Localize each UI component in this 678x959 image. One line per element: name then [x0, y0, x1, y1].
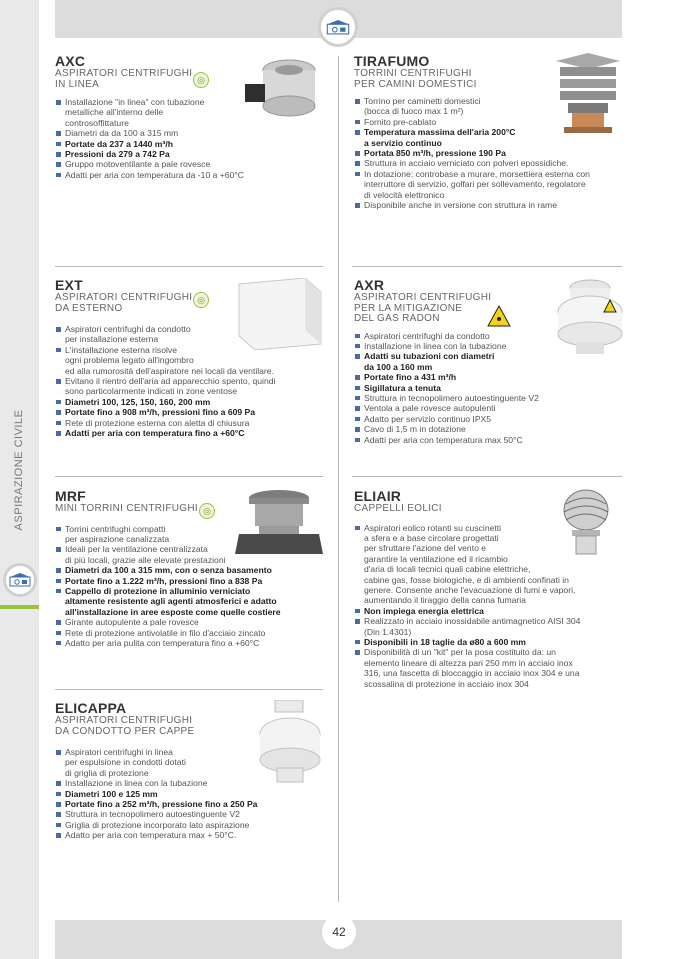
- bullet-continuation: ed alla rumorosità dell'aspiratore nei locali da ventilare.: [65, 365, 274, 376]
- bullet-item: Ventola a pale rovesce autopulenti: [354, 403, 624, 413]
- elicappa-fan-image: [255, 700, 325, 784]
- product-subtitle: DEL GAS RADON: [354, 313, 440, 324]
- bullet-continuation: sono particolarmente indicati in zone ventose: [65, 386, 237, 397]
- eco-leaf-icon: ◎: [193, 72, 209, 88]
- product-name: ELIAIR: [354, 488, 402, 504]
- bullet-continuation: di velocità elettronico: [364, 189, 445, 200]
- bullet-item: Installazione "in linea" con tubazione: [55, 97, 335, 107]
- axr-fan-image: [556, 276, 624, 358]
- bullet-continuation: metalliche all'interno delle: [65, 107, 164, 118]
- bullet-item: In dotazione: controbase a murare, morsettiera esterna con: [354, 169, 624, 179]
- bullet-continuation: di più locali, grazie alle elevate prestazioni: [65, 554, 226, 565]
- bullet-item: Struttura in tecnopolimero autoestinguente V2: [354, 393, 624, 403]
- section-divider: [55, 266, 323, 267]
- bullet-item: Diametri 100 e 125 mm: [55, 789, 335, 799]
- section-divider: [352, 476, 622, 477]
- bullet-item: Aspiratori centrifughi in linea: [55, 747, 335, 757]
- product-subtitle: ASPIRATORI CENTRIFUGHI: [55, 715, 193, 726]
- bullet-continuation: da 100 a 160 mm: [364, 361, 433, 372]
- section-divider: [352, 266, 622, 267]
- bullet-continuation: d'aria di locali tecnici quali cabine elettriche,: [364, 564, 531, 575]
- house-fan-icon: [3, 563, 37, 597]
- column-divider: [338, 56, 339, 902]
- eliair-turbine-image: [556, 488, 616, 560]
- section-divider: [55, 689, 323, 690]
- bullet-item: Torrino per caminetti domestici: [354, 96, 624, 106]
- bullet-continuation: ogni problema legato all'ingombro: [65, 355, 194, 366]
- bullet-item: L'installazione esterna risolve: [55, 345, 335, 355]
- bullet-item: Adatti su tubazioni con diametri: [354, 351, 624, 361]
- product-subtitle: DA CONDOTTO PER CAPPE: [55, 725, 195, 737]
- bullet-item: Torrini centrifughi compatti: [55, 524, 345, 534]
- bullet-continuation: all'installazione in aree esposte come quelle costiere: [65, 606, 281, 617]
- bullet-continuation: per sfruttare l'azione del vento e: [364, 543, 487, 554]
- bullet-item: Installazione in linea con la tubazione: [354, 341, 624, 351]
- bullet-item: Realizzato in acciaio inossidabile antimagnetico AISI 304: [354, 616, 626, 626]
- bullet-item: Girante autopulente a pale rovesce: [55, 617, 345, 627]
- bullet-item: Ideali per la ventilazione centralizzata: [55, 544, 345, 554]
- bullet-item: Disponibile anche in versione con struttura in rame: [354, 200, 624, 210]
- bullet-continuation: controsoffittature: [65, 117, 129, 128]
- mrf-roof-fan-image: [235, 488, 323, 558]
- bullet-continuation: cabine gas, fosse biologiche, e di ambienti confinati in: [364, 574, 569, 585]
- bullet-item: Aspiratori eolico rotanti su cuscinetti: [354, 523, 626, 533]
- bullet-continuation: per espulsione in condotti dotati: [65, 757, 186, 768]
- product-name: ELICAPPA: [55, 700, 127, 716]
- product-subtitle: ASPIRATORI CENTRIFUGHI: [55, 68, 193, 79]
- bullet-continuation: per aspirazione canalizzata: [65, 533, 170, 544]
- product-subtitle: ASPIRATORI CENTRIFUGHI: [55, 292, 193, 303]
- product-subtitle: DA ESTERNO: [55, 302, 123, 314]
- product-name: EXT: [55, 277, 83, 293]
- house-fan-icon: [318, 7, 358, 47]
- tirafumo-image: [552, 53, 624, 135]
- bullet-item: Rete di protezione esterna con aletta di chiusura: [55, 418, 335, 428]
- product-name: AXC: [55, 53, 86, 69]
- radiation-warning-icon: [487, 305, 511, 327]
- bullet-item: Aspiratori centrifughi da condotto: [354, 331, 624, 341]
- section-divider: [55, 476, 323, 477]
- product-subtitle: CAPPELLI EOLICI: [354, 503, 442, 514]
- bullet-item: Evitano il rientro dell'aria ad apparecchio spento, quindi: [55, 376, 335, 386]
- bullet-continuation: per installazione esterna: [65, 334, 159, 345]
- product-name: MRF: [55, 488, 86, 504]
- product-subtitle: MINI TORRINI CENTRIFUGHI: [55, 503, 198, 514]
- axc-fan-image: [243, 54, 323, 122]
- bullet-item: Non impiega energia elettrica: [354, 606, 626, 616]
- bullet-item: Rete di protezione antivolatile in filo d'acciaio zincato: [55, 628, 345, 638]
- bullet-item: Diametri 100, 125, 150, 160, 200 mm: [55, 397, 335, 407]
- bullet-item: Diametri da da 100 a 315 mm: [55, 128, 335, 138]
- bullet-continuation: a servizio continuo: [364, 137, 442, 148]
- bullet-item: Adatto per aria con temperatura max + 50°C.: [55, 830, 335, 840]
- bullet-continuation: genere. Consente anche l'evacuazione di fumi e vapori,: [364, 584, 576, 595]
- bullet-item: Aspiratori centrifughi da condotto: [55, 324, 335, 334]
- sidebar-label: ASPIRAZIONE CIVILE: [13, 409, 25, 531]
- product-subtitle: TORRINI CENTRIFUGHI: [354, 68, 472, 79]
- bullet-item: Adatti per aria con temperatura fino a +60°C: [55, 428, 335, 438]
- bullet-item: Portata 850 m³/h, pressione 190 Pa: [354, 148, 624, 158]
- bullet-continuation: altamente resistente agli agenti atmosferici e adatto: [65, 596, 277, 607]
- bullet-item: Portate fino a 908 m³/h, pressioni fino a 609 Pa: [55, 407, 335, 417]
- sidebar-accent: [0, 605, 39, 609]
- bullet-item: Diametri da 100 a 315 mm, con o senza basamento: [55, 565, 345, 575]
- bullet-item: Struttura in tecnopolimero autoestinguente V2: [55, 809, 335, 819]
- bullet-continuation: elemento lineare di altezza pari 250 mm in acciaio inox: [364, 657, 573, 668]
- bullet-item: Portate fino a 1.222 m³/h, pressioni fino a 838 Pa: [55, 576, 345, 586]
- bullet-item: Griglia di protezione incorporato lato aspirazione: [55, 820, 335, 830]
- bullet-item: Gruppo motoventilante a pale rovesce: [55, 159, 335, 169]
- product-name: AXR: [354, 277, 385, 293]
- bullet-item: Installazione in linea con la tubazione: [55, 778, 335, 788]
- bullet-continuation: a sfera e a base circolare progettati: [364, 532, 499, 543]
- bullet-item: Struttura in acciaio verniciato con polveri epossidiche.: [354, 158, 624, 168]
- bullet-item: Adatti per aria con temperatura da -10 a +60°C: [55, 170, 335, 180]
- bullet-continuation: (bocca di fuoco max 1 m²): [364, 106, 464, 117]
- ext-image: [235, 278, 325, 350]
- bullet-item: Disponibili in 18 taglie da ø80 a 600 mm: [354, 637, 626, 647]
- bullet-continuation: di griglia di protezione: [65, 767, 149, 778]
- bullet-item: Cavo di 1,5 m in dotazione: [354, 424, 624, 434]
- bullet-item: Sigillatura a tenuta: [354, 383, 624, 393]
- bullet-item: Portate fino a 431 m³/h: [354, 372, 624, 382]
- bullet-item: Portate fino a 252 m³/h, pressione fino a 250 Pa: [55, 799, 335, 809]
- product-name: TIRAFUMO: [354, 53, 430, 69]
- bullet-item: Cappello di protezione in alluminio verniciato: [55, 586, 345, 596]
- product-subtitle: ASPIRATORI CENTRIFUGHI: [354, 292, 492, 303]
- bullet-item: Adatto per aria pulita con temperatura fino a +60°C: [55, 638, 345, 648]
- bullet-continuation: (Din 1.4301): [364, 626, 412, 637]
- bullet-item: Adatti per aria con temperatura max 50°C: [354, 435, 624, 445]
- bullet-continuation: scossalina di protezione in acciaio inox 304: [364, 678, 529, 689]
- bullet-item: Temperatura massima dell'aria 200°C: [354, 127, 624, 137]
- bullet-continuation: garantire la ventilazione ed il ricambio: [364, 553, 508, 564]
- product-subtitle: IN LINEA: [55, 78, 100, 90]
- bullet-item: Pressioni da 279 a 742 Pa: [55, 149, 335, 159]
- bullet-item: Portate da 237 a 1440 m³/h: [55, 139, 335, 149]
- eco-leaf-icon: ◎: [193, 292, 209, 308]
- product-subtitle: PER CAMINI DOMESTICI: [354, 78, 477, 90]
- bullet-item: Adatto per servizio continuo IPX5: [354, 414, 624, 424]
- product-subtitle: PER LA MITIGAZIONE: [354, 302, 463, 314]
- bullet-continuation: interruttore di servizio, golfari per sollevamento, regolatore: [364, 179, 586, 190]
- bullet-continuation: 316, una fascetta di bloccaggio in acciaio inox 304 e una: [364, 668, 580, 679]
- bullet-item: Disponibilità di un "kit" per la posa costituito da: un: [354, 647, 626, 657]
- page-number: 42: [322, 915, 356, 949]
- bullet-item: Fornito pre-cablato: [354, 117, 624, 127]
- bullet-continuation: aumentando il tiraggio della canna fumaria: [364, 595, 526, 606]
- eco-leaf-icon: ◎: [199, 503, 215, 519]
